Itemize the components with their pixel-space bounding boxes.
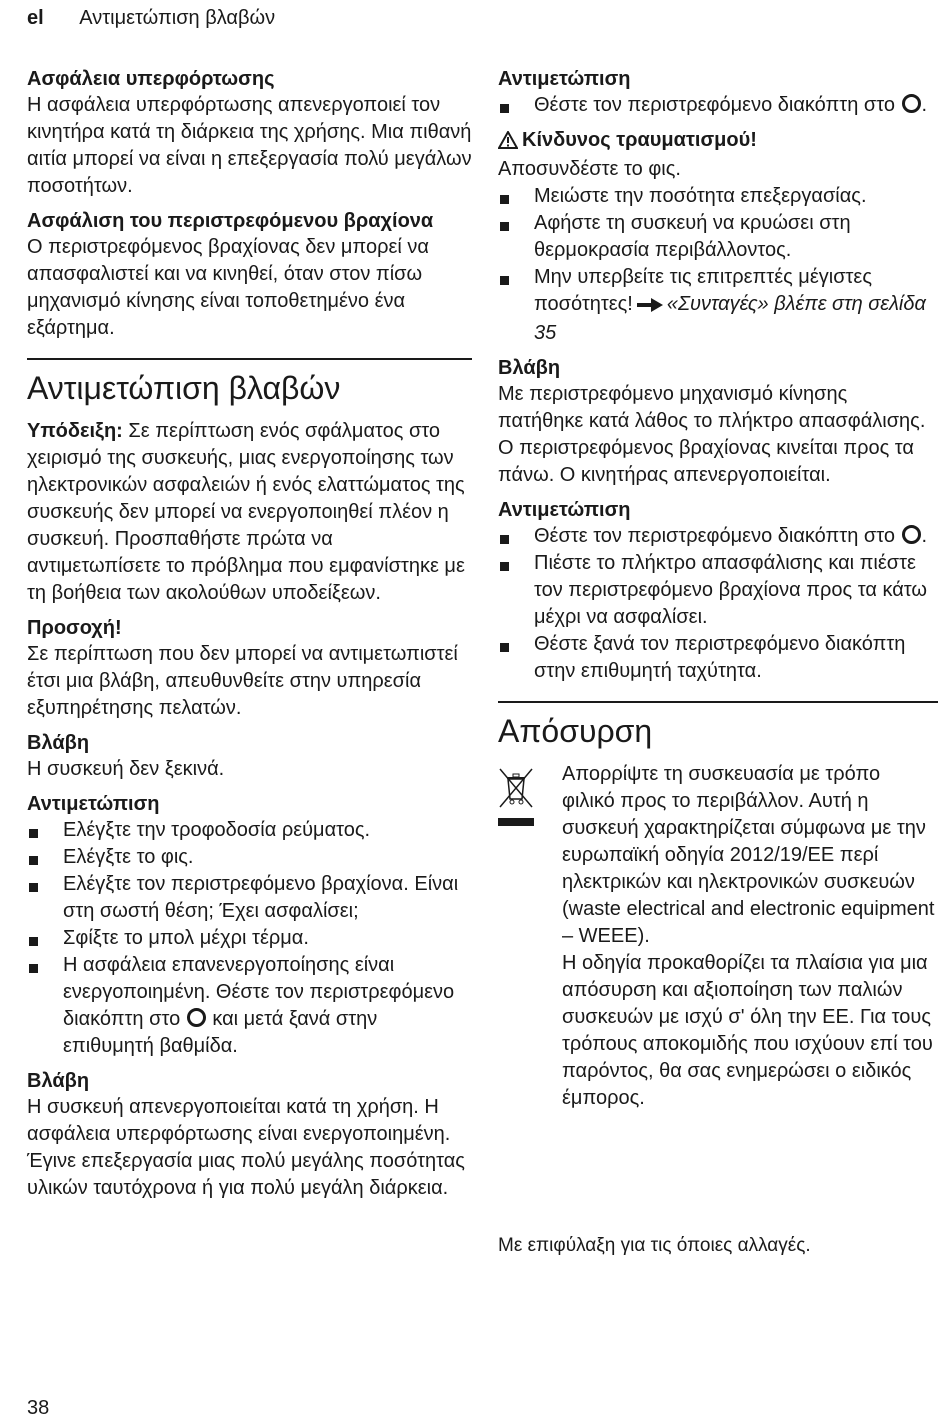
hint-text: Σε περίπτωση ενός σφάλματος στο χειρισμό της συσκευής, μιας ενεργοποίησης των ηλεκτρονικών ασφαλειών ή ενός ελαττώματος της συσκευής δεν μπορεί να ενεργοποιηθεί πλέον η συσκευή. Προσπαθήστε πρώτα να αντιμετωπίσετε το πρόβλημα που εμφανίστηκε με τη βοήθεια των ακολούθων υποδείξεων. — [27, 420, 465, 604]
warning-triangle-icon — [498, 130, 518, 156]
list-item-text: Θέστε τον περιστρεφόμενο διακόπτη στο — [534, 94, 901, 116]
list-item-text: Θέστε τον περιστρεφόμενο διακόπτη στο — [534, 525, 901, 547]
remedy2-heading: Αντιμετώπιση — [498, 68, 631, 90]
fault1-heading: Βλάβη — [27, 732, 90, 754]
footer-note: Με επιφύλαξη για τις όποιες αλλαγές. — [498, 1235, 811, 1256]
caution-heading: Προσοχή! — [27, 617, 122, 639]
list-item-text: και μετά ξανά στην επιθυμητή βαθμίδα. — [63, 1008, 378, 1057]
disposal-text-block — [562, 761, 938, 1112]
list-item: Σφίξτε το μπολ μέχρι τέρμα. — [27, 925, 472, 952]
fault3-heading: Βλάβη — [498, 357, 561, 379]
recipe-reference-link[interactable]: «Συνταγές» βλέπε στη σελίδα 35 — [534, 293, 926, 344]
language-code: el — [27, 7, 44, 29]
list-item-text: . — [921, 525, 928, 547]
remedy1-heading: Αντιμετώπιση — [27, 793, 160, 815]
list-item: Πιέστε το πλήκτρο απασφάλισης και πιέστε τον περιστρεφόμενο βραχίονα προς τα κάτω μέχρι να ασφαλίσει. — [498, 550, 938, 631]
injury-warning-heading — [498, 127, 938, 156]
section-divider — [27, 358, 472, 408]
list-item — [498, 523, 938, 550]
left-column — [27, 66, 472, 1202]
list-item-text: . — [921, 94, 928, 116]
disposal-text-2: Η οδηγία προκαθορίζει τα πλαίσια για μια απόσυρση και αξιοποίηση των παλιών συσκευών με ισχύ σ' όλη την ΕΕ. Για τους τρόπους αποκομιδής που ισχύουν επί του παρόντος, θα σας ενημερώσει ο ειδικός έμπορος. — [562, 952, 933, 1109]
remedy1-list — [27, 817, 472, 1060]
disposal-title: Απόσυρση — [498, 713, 653, 749]
list-item-text: Η ασφάλεια επανενεργοποίησης είναι ενεργοποιημένη. Θέστε τον περιστρεφόμενο διακόπτη στο — [63, 954, 455, 1030]
hint-label: Υπόδειξη: — [27, 420, 123, 442]
page-header — [27, 6, 275, 30]
arm-lock-heading: Ασφάλιση του περιστρεφόμενου βραχίονα — [27, 210, 434, 232]
injury-text: Αποσυνδέστε το φις. — [498, 158, 681, 180]
off-position-icon — [187, 1008, 206, 1027]
disposal-block — [498, 761, 938, 1112]
crossed-bin-icon — [498, 761, 542, 1112]
right-column — [498, 66, 938, 1112]
weee-bar — [498, 818, 534, 826]
injury-heading-text: Κίνδυνος τραυματισμού! — [522, 129, 757, 151]
list-item: Ελέγξτε την τροφοδοσία ρεύματος. — [27, 817, 472, 844]
list-item: Μειώστε την ποσότητα επεξεργασίας. — [498, 183, 938, 210]
caution-text: Σε περίπτωση που δεν μπορεί να αντιμετωπιστεί έτσι μια βλάβη, απευθυνθείτε στην υπηρεσία εξυπηρέτησης πελατών. — [27, 643, 458, 719]
list-item: Αφήστε τη συσκευή να κρυώσει στη θερμοκρασία περιβάλλοντος. — [498, 210, 938, 264]
list-item: Ελέγξτε τον περιστρεφόμενο βραχίονα. Είναι στη σωστή θέση; Έχει ασφαλίσει; — [27, 871, 472, 925]
header-title: Αντιμετώπιση βλαβών — [79, 7, 276, 29]
fault1-text: Η συσκευή δεν ξεκινά. — [27, 758, 225, 780]
arm-lock-text: Ο περιστρεφόμενος βραχίονας δεν μπορεί να απασφαλιστεί και να κινηθεί, όταν στον πίσω μηχανισμό κίνησης είναι τοποθετημένο ένα εξάρτημα. — [27, 236, 429, 339]
list-item-text: Μην υπερβείτε τις επιτρεπτές μέγιστες ποσότητες! — [534, 266, 872, 315]
remedy2-list-a — [498, 92, 938, 119]
remedy3-heading: Αντιμετώπιση — [498, 499, 631, 521]
remedy3-list — [498, 523, 938, 685]
list-item — [498, 264, 938, 347]
page-number: 38 — [27, 1397, 50, 1419]
remedy2-list-b — [498, 183, 938, 347]
fault2-text: Η συσκευή απενεργοποιείται κατά τη χρήση. Η ασφάλεια υπερφόρτωσης είναι ενεργοποιημένη. Έγινε επεξεργασία μιας πολύ μεγάλης ποσότητας υλικών ταυτόχρονα ή για πολύ μεγάλη διάρκεια. — [27, 1096, 465, 1199]
list-item — [498, 92, 938, 119]
overload-fuse-heading: Ασφάλεια υπερφόρτωσης — [27, 68, 275, 90]
list-item: Θέστε ξανά τον περιστρεφόμενο διακόπτη στην επιθυμητή ταχύτητα. — [498, 631, 938, 685]
fault2-heading: Βλάβη — [27, 1070, 90, 1092]
disposal-text-1: Απορρίψτε τη συσκευασία με τρόπο φιλικό προς το περιβάλλον. Αυτή η συσκευή χαρακτηρίζεται σύμφωνα με την ευρωπαϊκή οδηγία 2012/19/ΕΕ περί ηλεκτρικών και ηλεκτρονικών συσκευών (waste electrical and electronic equipment – WEEE). — [562, 763, 935, 947]
fault3-text: Με περιστρεφόμενο μηχανισμό κίνησης πατήθηκε κατά λάθος το πλήκτρο απασφάλισης. Ο περιστρεφόμενος βραχίονας κινείται προς τα πάνω. Ο κινητήρας απενεργοποιείται. — [498, 383, 926, 486]
off-position-icon — [902, 94, 921, 113]
off-position-icon — [902, 525, 921, 544]
overload-fuse-text: Η ασφάλεια υπερφόρτωσης απενεργοποιεί τον κινητήρα κατά τη διάρκεια της χρήσης. Μια πιθανή αιτία μπορεί να είναι η επεξεργασία πολύ μεγάλων ποσοτήτων. — [27, 94, 472, 197]
list-item: Ελέγξτε το φις. — [27, 844, 472, 871]
disposal-divider — [498, 701, 938, 751]
arrow-right-icon — [637, 293, 663, 320]
list-item — [27, 952, 472, 1060]
section-title: Αντιμετώπιση βλαβών — [27, 370, 341, 406]
hint-paragraph — [27, 418, 472, 607]
